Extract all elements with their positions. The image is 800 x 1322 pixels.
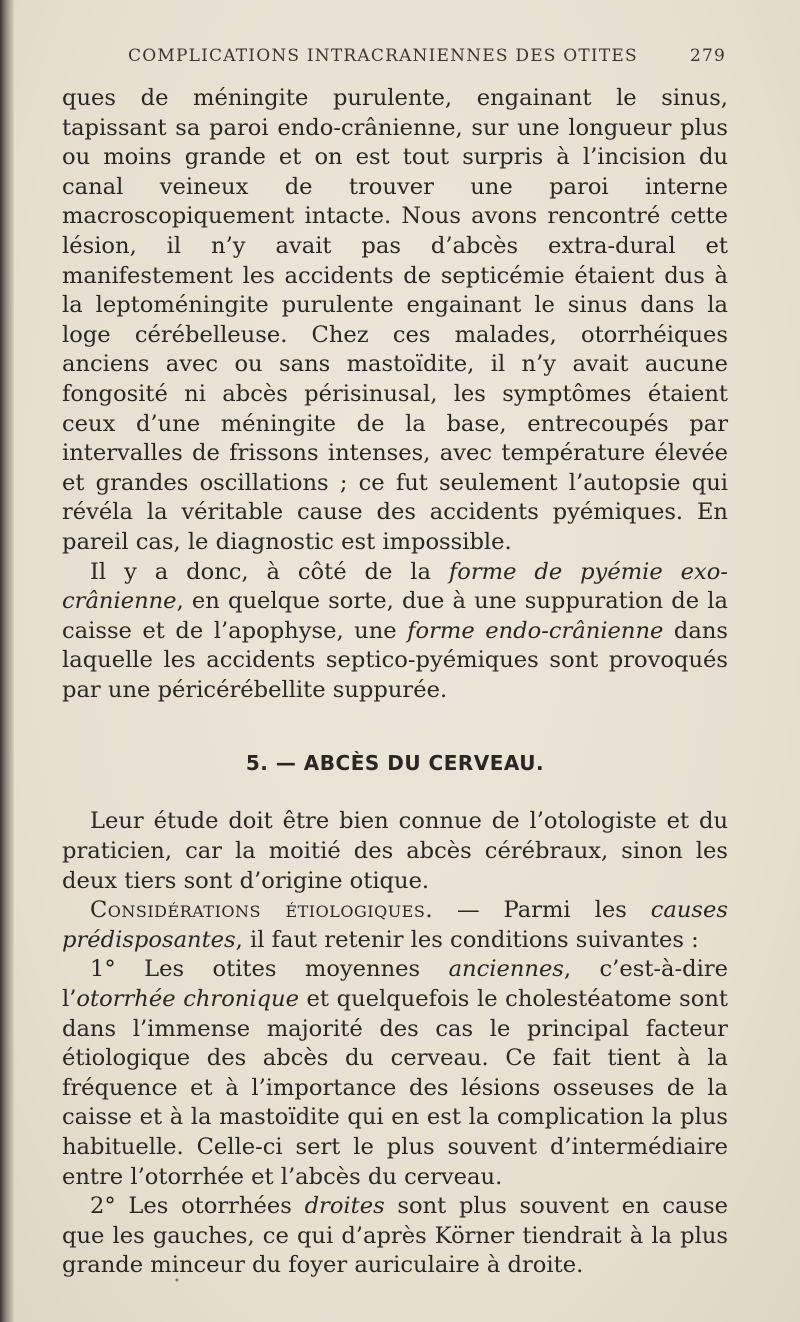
page-body xyxy=(62,84,728,1281)
text-run: — Parmi les xyxy=(433,897,651,924)
paragraph-pyemie-forms xyxy=(62,558,728,706)
text-run: et quelquefois le cholestéatome sont dans l’immense majorité des cas le principal facteur étiologique des abcès du cerveau. Ce fait tient à la fréquence et à l’importance des lésions osseuses de la caisse et à la mastoïdite qui en est la complication la plus habituelle. Celle-ci sert le plus souvent d’intermédiaire entre l’otorrhée et l’abcès du cerveau. xyxy=(62,986,728,1190)
text-run: sont plus souvent en cause que les gauches, ce qui d’après Körner tiendrait à la plus grande minceur du foyer auriculaire à droite. xyxy=(62,1193,729,1279)
page-binding-edge xyxy=(0,0,14,1322)
paragraph-point-2 xyxy=(62,1192,728,1281)
paragraph-etiology xyxy=(62,896,728,955)
paragraph-point-1 xyxy=(62,955,728,1192)
text-run: dans laquelle les accidents septico-pyémiques sont provoqués par une péricérébellite suppurée. xyxy=(62,617,728,703)
paragraph-continuation: ques de méningite purulente, engainant le sinus, tapissant sa paroi endo-crânienne, sur une longueur plus ou moins grande et on est tout surpris à l’incision du canal veineux de trouver une paroi interne macroscopiquement intacte. Nous avons rencontré cette lésion, il n’y avait pas d’abcès extra-dural et manifestement les accidents de septicémie étaient dus à la leptoméningite purulente engainant le sinus dans la loge cérébelleuse. Chez ces malades, otorrhéiques anciens avec ou sans mastoïdite, il n’y avait aucune fongosité ni abcès périsinusal, les symptômes étaient ceux d’une méningite de la base, entrecoupés par intervalles de frissons intenses, avec température élevée et grandes oscillations ; ce fut seulement l’autopsie qui révéla la véritable cause des accidents pyémiques. En pareil cas, le diagnostic est impossible. xyxy=(62,85,728,555)
text-run: , il faut retenir les conditions suivantes : xyxy=(235,926,699,953)
paragraph-intro: Leur étude doit être bien connue de l’otologiste et du praticien, car la moitié des abcès cérébraux, sinon les deux tiers sont d’origine otique. xyxy=(62,808,728,894)
ink-speck: • xyxy=(174,1276,180,1287)
italic-term: anciennes xyxy=(448,956,564,983)
italic-term: forme endo-crânienne xyxy=(407,617,664,644)
running-title: COMPLICATIONS INTRACRANIENNES DES OTITES xyxy=(128,46,638,66)
italic-term: forme de pyémie exo-crânienne xyxy=(62,558,728,615)
italic-term: causes prédisposantes xyxy=(62,897,728,953)
text-run: 2° Les otorrhées xyxy=(90,1193,305,1220)
italic-term: otorrhée chronique xyxy=(76,986,299,1013)
text-run: , en quelque sorte, due à une suppuration de la caisse et de l’apophyse, une xyxy=(62,588,728,644)
text-run: 1° Les otites moyennes xyxy=(90,956,449,983)
section-heading: 5. — ABCÈS DU CERVEAU. xyxy=(245,751,545,776)
text-run: , c’est-à-dire l’ xyxy=(62,956,728,1013)
text-run: Il y a donc, à côté de la xyxy=(90,558,449,585)
page-number: 279 xyxy=(689,46,726,66)
running-header xyxy=(128,46,726,74)
small-caps-heading: Considérations étiologiques. xyxy=(90,897,434,924)
italic-term: droites xyxy=(304,1193,385,1220)
